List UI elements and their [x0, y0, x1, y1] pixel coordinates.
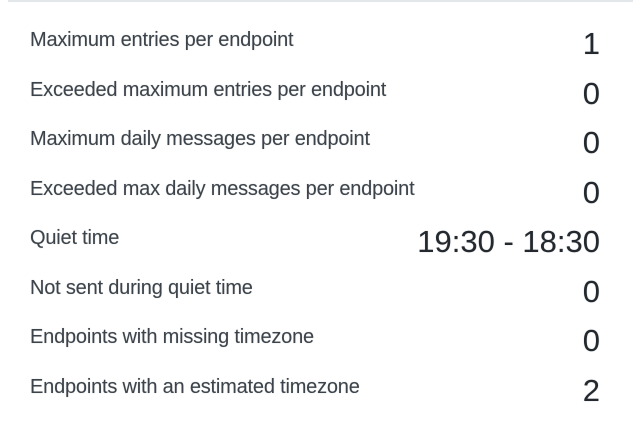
summary-row-quiet-time	[30, 224, 600, 274]
row-label: Maximum daily messages per endpoint	[30, 128, 370, 150]
row-label: Exceeded maximum entries per endpoint	[30, 78, 387, 101]
summary-row-max-entries	[30, 26, 600, 76]
row-value: 0	[582, 174, 600, 210]
row-value: 0	[582, 273, 600, 309]
summary-row-estimated-timezone	[30, 373, 600, 423]
summary-row-missing-timezone	[30, 323, 600, 373]
row-label: Maximum entries per endpoint	[30, 29, 294, 51]
row-value: 0	[582, 323, 600, 358]
summary-row-exceeded-max-entries	[30, 76, 600, 126]
row-value: 1	[582, 26, 600, 61]
row-value: 0	[582, 75, 600, 111]
summary-row-max-daily-messages	[30, 125, 600, 175]
row-label: Exceeded max daily messages per endpoint	[30, 177, 415, 200]
row-value: 19:30 - 18:30	[417, 224, 600, 259]
top-divider	[8, 0, 633, 2]
row-label: Endpoints with an estimated timezone	[30, 375, 360, 398]
summary-row-not-sent-quiet-time	[30, 274, 600, 324]
row-label: Endpoints with missing timezone	[30, 326, 314, 348]
row-label: Not sent during quiet time	[30, 276, 253, 299]
summary-row-exceeded-max-daily-messages	[30, 175, 600, 225]
summary-rows	[30, 26, 600, 422]
row-value: 2	[582, 372, 600, 408]
row-value: 0	[582, 125, 600, 160]
row-label: Quiet time	[30, 227, 120, 249]
